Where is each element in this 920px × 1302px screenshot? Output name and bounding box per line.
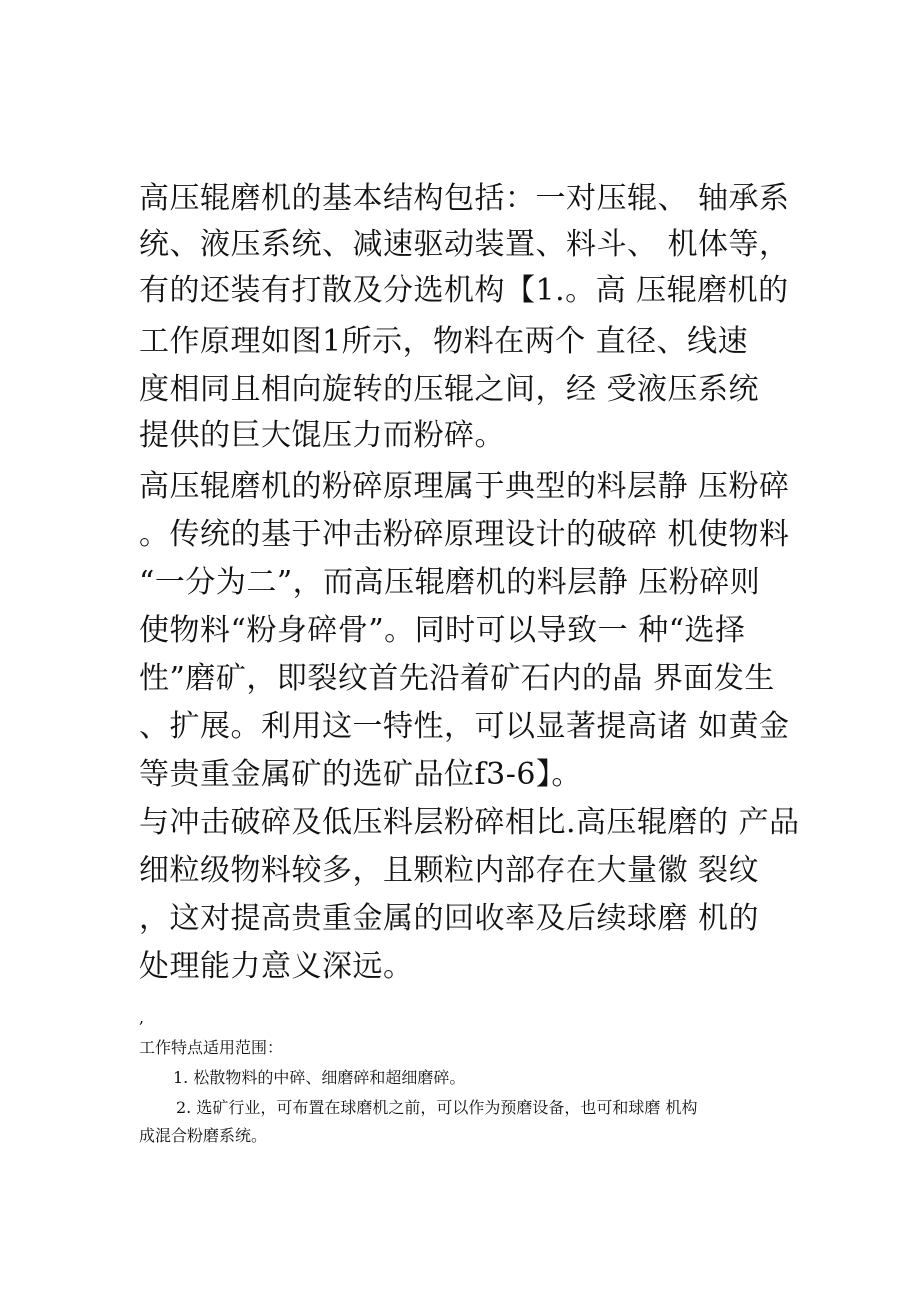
- paragraph-2-line-6: 、扩展。利用这一特性，可以显著提高诸 如黄金: [139, 709, 790, 744]
- paragraph-3-line-4: 处理能力意义深远。: [139, 949, 414, 984]
- paragraph-3-line-1: 与冲击破碎及低压料层粉碎相比.高压辊磨的 产品: [139, 805, 800, 840]
- paragraph-1-line-1: 高压辊磨机的基本结构包括：一对压辊、 轴承系: [139, 181, 790, 216]
- paragraph-1-line-6: 提供的巨大馄压力而粉碎。: [139, 418, 505, 453]
- section-title: 工作特点适用范围：: [139, 1038, 284, 1057]
- stray-comma: ,: [139, 1008, 145, 1027]
- paragraph-3-line-3: ，这对提高贵重金属的回收率及后续球磨 机的: [139, 901, 760, 936]
- paragraph-1-line-4: 工作原理如图1所示，物料在两个 直径、线速: [139, 324, 749, 359]
- paragraph-1-line-5: 度相同且相向旋转的压辊之间，经 受液压系统: [139, 372, 760, 407]
- paragraph-2-line-7: 等贵重金属矿的选矿品位f3-6】。: [139, 757, 582, 792]
- paragraph-1-line-2: 统、液压系统、减速驱动装置、料斗、 机体等，: [139, 227, 790, 262]
- paragraph-2-line-4: 使物料“粉身碎骨”。同时可以导致一 种“选择: [139, 613, 746, 648]
- paragraph-2-line-2: 。传统的基于冲击粉碎原理设计的破碎 机使物料: [139, 517, 790, 552]
- paragraph-2-line-5: 性”磨矿，即裂纹首先沿着矿石内的晶 界面发生: [139, 661, 775, 696]
- paragraph-1-line-3: 有的还装有打散及分选机构【1.。高 压辊磨机的: [139, 273, 789, 308]
- list-item-2-line-1: 2. 选矿行业，可布置在球磨机之前，可以作为预磨设备，也可和球磨 机构: [176, 1098, 698, 1117]
- paragraph-3-line-2: 细粒级物料较多，且颗粒内部存在大量徽 裂纹: [139, 853, 760, 888]
- list-item-1: 1. 松散物料的中碎、细磨碎和超细磨碎。: [173, 1068, 466, 1087]
- list-item-2-line-2: 成混合粉磨系统。: [139, 1126, 268, 1145]
- paragraph-2-line-1: 高压辊磨机的粉碎原理属于典型的料层静 压粉碎: [139, 469, 790, 504]
- paragraph-2-line-3: “一分为二”，而高压辊磨机的料层静 压粉碎则: [139, 565, 761, 600]
